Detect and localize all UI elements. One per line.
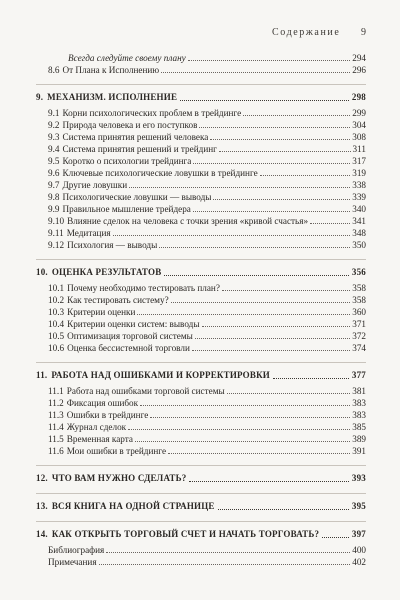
toc-entry-title: Библиография [48, 545, 105, 555]
toc-entry-page: 385 [352, 422, 366, 432]
toc-entry-title: Как тестировать систему? [67, 295, 169, 305]
toc-entry[interactable] [36, 239, 366, 251]
toc-entry[interactable] [36, 433, 366, 445]
toc-entry-page: 348 [352, 228, 366, 238]
toc-entry[interactable] [36, 167, 366, 179]
chapter-title: ОЦЕНКА РЕЗУЛЬТАТОВ [51, 267, 162, 277]
toc-entry-page: 402 [352, 557, 366, 567]
toc-entry-page: 308 [352, 132, 366, 142]
toc-entry-title: Ключевые психологические ловушки в трейдинге [62, 168, 258, 178]
toc-entry-page: 317 [352, 156, 366, 166]
toc-entry-title: Фиксация ошибок [66, 398, 139, 408]
toc-entry[interactable] [36, 52, 366, 64]
toc-entry-page: 304 [352, 120, 366, 130]
toc-entry[interactable] [36, 179, 366, 191]
toc-entry-number: 10.4 [48, 319, 65, 329]
dot-leader [193, 162, 350, 164]
toc-entry[interactable] [36, 421, 366, 433]
toc-entry[interactable] [36, 318, 366, 330]
chapter-title: ЧТО ВАМ НУЖНО СДЕЛАТЬ? [51, 473, 187, 483]
dot-leader [227, 392, 351, 394]
toc-entry-title: Система принятия решений человека [62, 132, 209, 142]
toc-entry[interactable] [36, 155, 366, 167]
toc-entry[interactable] [36, 397, 366, 409]
section-divider [36, 84, 366, 85]
toc-entry-number: 10.3 [48, 307, 65, 317]
chapter-number: 13. [36, 501, 48, 511]
dot-leader [180, 99, 349, 101]
toc-entry-page: 391 [352, 446, 366, 456]
toc-entry-title: Всегда следуйте своему плану [68, 53, 186, 63]
dot-leader [171, 301, 351, 303]
dot-leader [322, 536, 349, 538]
toc-entry-title: Система принятия решений и трейдинг [62, 144, 217, 154]
dot-leader [128, 428, 350, 430]
toc-entry-number: 9.2 [48, 120, 60, 130]
toc-entry[interactable] [36, 342, 366, 354]
dot-leader [195, 337, 350, 339]
toc-entry-number: 11.1 [48, 386, 64, 396]
toc-entry[interactable] [36, 64, 366, 76]
toc-entry[interactable] [36, 330, 366, 342]
toc-entry[interactable] [36, 306, 366, 318]
toc-entry-title: Критерии оценки систем: выводы [67, 319, 200, 329]
toc-entry[interactable] [36, 215, 366, 227]
toc-entry-page: 296 [352, 65, 366, 75]
section-divider [36, 259, 366, 260]
toc-entry-page: 294 [352, 53, 366, 63]
toc-entry-page: 381 [352, 386, 366, 396]
toc-entry[interactable] [36, 119, 366, 131]
toc-entry-page: 374 [352, 343, 366, 353]
toc-entry-title: Корни психологических проблем в трейдинге [62, 108, 242, 118]
toc-entry-number: 9.12 [48, 240, 65, 250]
toc-entry-page: 400 [352, 545, 366, 555]
dot-leader [192, 349, 350, 351]
toc-entry-number: 11.3 [48, 410, 64, 420]
dot-leader [189, 480, 348, 482]
section-divider [36, 521, 366, 522]
toc-entry-title: Коротко о психологии трейдинга [62, 156, 192, 166]
toc-entry[interactable] [36, 203, 366, 215]
chapter-title: РАБОТА НАД ОШИБКАМИ И КОРРЕКТИРОВКИ [51, 370, 270, 380]
dot-leader [106, 551, 350, 553]
toc-entry-page: 338 [352, 180, 366, 190]
running-header [0, 27, 400, 41]
dot-leader [202, 325, 351, 327]
toc-entry-page: 389 [352, 434, 366, 444]
dot-leader [168, 452, 350, 454]
toc-entry[interactable] [36, 409, 366, 421]
dot-leader [243, 114, 350, 116]
toc-entry-number: 10.6 [48, 343, 65, 353]
toc-entry-title: Почему необходимо тестировать план? [67, 283, 220, 293]
toc-entry-number: 10.2 [48, 295, 65, 305]
dot-leader [310, 222, 350, 224]
toc-entry[interactable] [36, 445, 366, 457]
dot-leader [199, 126, 350, 128]
dot-leader [150, 416, 350, 418]
chapter-page: 395 [351, 501, 366, 511]
chapter-page: 397 [351, 529, 366, 539]
dot-leader [210, 138, 350, 140]
dot-leader [135, 440, 350, 442]
section-divider [36, 493, 366, 494]
toc-entry-page: 311 [352, 144, 366, 154]
toc-entry-title: Критерии оценки [67, 307, 136, 317]
dot-leader [219, 150, 351, 152]
toc-entry-page: 358 [352, 295, 366, 305]
toc-entry-number: 10.1 [48, 283, 65, 293]
toc-entry-title: Ошибки в трейдинге [66, 410, 149, 420]
chapter-page: 377 [351, 370, 366, 380]
toc-entry-page: 371 [352, 319, 366, 329]
dot-leader [213, 198, 350, 200]
toc-entry-title: Психология — выводы [67, 240, 158, 250]
toc-entry[interactable] [36, 143, 366, 155]
header-title: Содержание [272, 27, 341, 38]
chapter-entry[interactable] [36, 500, 366, 513]
toc-entry-number: 9.7 [48, 180, 60, 190]
toc-entry-title: Правильное мышление трейдера [62, 204, 191, 214]
dot-leader [161, 71, 350, 73]
toc-entry-title: Оценка бессистемной торговли [67, 343, 190, 353]
toc-entry[interactable] [36, 544, 366, 556]
toc-entry-number: 9.1 [48, 108, 60, 118]
toc-entry[interactable] [36, 227, 366, 239]
section-divider [36, 465, 366, 466]
section-divider [36, 362, 366, 363]
dot-leader [222, 289, 350, 291]
toc-entry-number: 9.6 [48, 168, 60, 178]
toc-entry[interactable] [36, 282, 366, 294]
chapter-page: 393 [351, 473, 366, 483]
toc-entry-number: 8.6 [48, 65, 60, 75]
dot-leader [218, 508, 349, 510]
toc-entry-number: 9.11 [48, 228, 64, 238]
toc-entry-number: 9.8 [48, 192, 60, 202]
chapter-entry[interactable] [36, 369, 366, 382]
toc-entry-title: От Плана к Исполнению [62, 65, 160, 75]
toc-entry-title: Журнал сделок [66, 422, 127, 432]
chapter-title: МЕХАНИЗМ. ИСПОЛНЕНИЕ [47, 92, 178, 102]
dot-leader [137, 313, 350, 315]
chapter-entry[interactable] [36, 528, 366, 541]
chapter-page: 356 [351, 267, 366, 277]
toc-entry-title: Работа над ошибками торговой системы [66, 386, 225, 396]
toc-entry-page: 383 [352, 398, 366, 408]
dot-leader [159, 246, 350, 248]
dot-leader [99, 563, 351, 565]
chapter-page: 298 [351, 92, 366, 102]
toc-entry-title: Психологические ловушки — выводы [62, 192, 212, 202]
chapter-list [36, 84, 366, 568]
toc-entry-number: 11.4 [48, 422, 64, 432]
toc-entry-number: 9.9 [48, 204, 60, 214]
toc-entry[interactable] [36, 191, 366, 203]
dot-leader [188, 59, 351, 61]
toc-entry-title: Временная карта [66, 434, 133, 444]
toc-entry-page: 341 [352, 216, 366, 226]
toc-entry-number: 11.2 [48, 398, 64, 408]
chapter-entry[interactable] [36, 91, 366, 104]
chapter-entry[interactable] [36, 266, 366, 279]
toc-entry-page: 339 [352, 192, 366, 202]
toc-entry-title: Природа человека и его поступков [62, 120, 198, 130]
toc-entry[interactable] [36, 131, 366, 143]
chapter-number: 12. [36, 473, 48, 483]
toc-entry-number: 11.6 [48, 446, 64, 456]
toc-entry-page: 372 [352, 331, 366, 341]
toc-entry[interactable] [36, 294, 366, 306]
table-of-contents [36, 52, 366, 568]
toc-entry-title: Мои ошибки в трейдинге [66, 446, 167, 456]
toc-entry-title: Примечания [48, 557, 97, 567]
toc-entry-number: 9.3 [48, 132, 60, 142]
dot-leader [113, 234, 351, 236]
toc-entry-page: 360 [352, 307, 366, 317]
toc-entry-title: Влияние сделок на человека с точки зрения «кривой счастья» [67, 216, 309, 226]
chapter-number: 9. [36, 92, 44, 102]
chapter-number: 10. [36, 267, 48, 277]
toc-entry-number: 9.4 [48, 144, 60, 154]
dot-leader [129, 186, 350, 188]
toc-entry-number: 9.10 [48, 216, 65, 226]
toc-entry-page: 319 [352, 168, 366, 178]
toc-entry[interactable] [36, 385, 366, 397]
dot-leader [273, 377, 349, 379]
toc-entry-title: Оптимизация торговой системы [67, 331, 193, 341]
toc-entry-page: 340 [352, 204, 366, 214]
chapter-title: КАК ОТКРЫТЬ ТОРГОВЫЙ СЧЕТ И НАЧАТЬ ТОРГОВАТЬ? [51, 529, 320, 539]
toc-entry-number: 9.5 [48, 156, 60, 166]
chapter-title: ВСЯ КНИГА НА ОДНОЙ СТРАНИЦЕ [51, 501, 215, 511]
toc-entry-page: 383 [352, 410, 366, 420]
toc-entry-title: Медитация [66, 228, 111, 238]
toc-entry-number: 11.5 [48, 434, 64, 444]
chapter-number: 11. [36, 370, 48, 380]
toc-entry-page: 358 [352, 283, 366, 293]
dot-leader [260, 174, 351, 176]
toc-entry-page: 299 [352, 108, 366, 118]
chapter-entry[interactable] [36, 472, 366, 485]
header-page-number: 9 [361, 27, 366, 38]
chapter-number: 14. [36, 529, 48, 539]
dot-leader [164, 274, 348, 276]
toc-entry-page: 350 [352, 240, 366, 250]
toc-entry[interactable] [36, 107, 366, 119]
dot-leader [193, 210, 350, 212]
dot-leader [140, 404, 350, 406]
toc-entry-title: Другие ловушки [62, 180, 128, 190]
toc-entry-number: 10.5 [48, 331, 65, 341]
toc-entry[interactable] [36, 556, 366, 568]
